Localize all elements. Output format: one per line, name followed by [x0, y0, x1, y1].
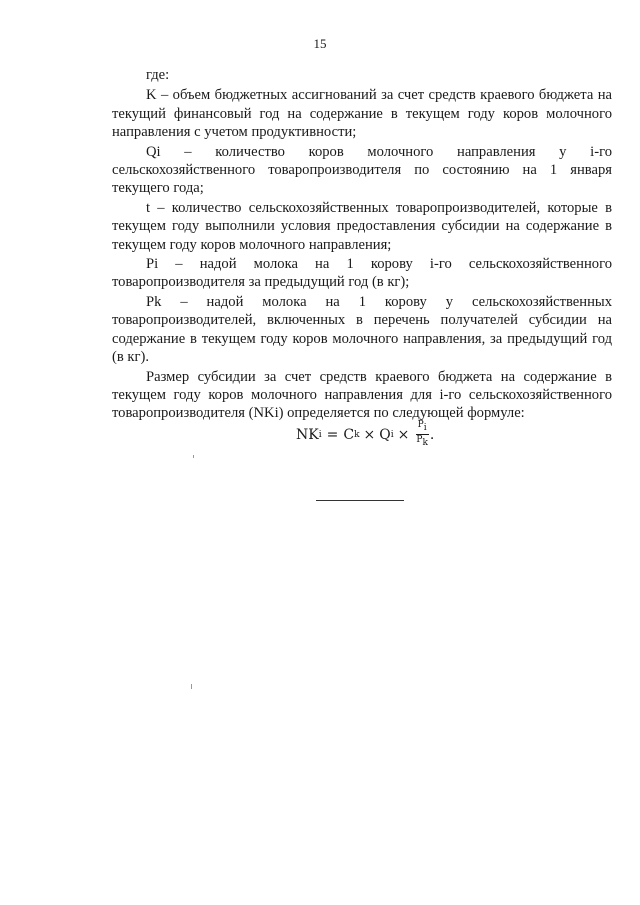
formula-equals: =	[326, 426, 339, 443]
formula-q: Q	[379, 426, 391, 443]
formula-c: C	[343, 426, 355, 443]
end-divider	[316, 500, 404, 501]
formula-times-2: ×	[397, 426, 410, 443]
where-label: где:	[146, 67, 170, 83]
numerator-sub: i	[423, 423, 427, 433]
formula-fraction	[414, 420, 430, 449]
denominator-sub: k	[422, 438, 428, 448]
formula-c-sub: k	[354, 429, 360, 440]
definition-qi: Qi – количество коров молочного направления у i-го сельскохозяйственного товаропроизводителя по состоянию на 1 января текущего года;	[112, 143, 612, 197]
definition-pi: Pi – надой молока на 1 корову i-го сельскохозяйственного товаропроизводителя за предыдущий год (в кг);	[112, 256, 612, 291]
document-body	[112, 66, 612, 423]
page-number: 15	[313, 36, 327, 51]
definition-pk: Pk – надой молока на 1 корову у сельскохозяйственных товаропроизводителей, включенных в перечень получателей субсидии на содержание в текущем году коров молочного направления, за предыдущий год (в кг).	[112, 293, 612, 366]
formula-denominator	[414, 435, 430, 449]
formula-end: .	[429, 426, 435, 443]
scan-speck	[193, 455, 194, 458]
formula-lhs-sub: i	[318, 429, 322, 440]
definition-k: K – объем бюджетных ассигнований за счет средств краевого бюджета на текущий финансовый год на содержание в текущем году коров молочного направления с учетом продуктивности;	[112, 87, 612, 141]
formula-numerator	[416, 420, 429, 435]
formula-lhs: NK	[296, 426, 319, 443]
scan-speck	[191, 684, 192, 689]
subsidy-formula	[296, 420, 434, 449]
denominator-p: P	[416, 435, 423, 445]
subsidy-paragraph: Размер субсидии за счет средств краевого бюджета на содержание в текущем году коров молочного направления для i-го сельскохозяйственного товаропроизводителя (NKi) определяется по следующей формуле:	[112, 368, 612, 422]
formula-times-1: ×	[363, 426, 376, 443]
formula-q-sub: i	[390, 429, 394, 440]
definition-t: t – количество сельскохозяйственных товаропроизводителей, которые в текущем году выполнили условия предоставления субсидии на содержание в текущем году коров молочного направления;	[112, 199, 612, 253]
numerator-p: P	[417, 420, 424, 430]
